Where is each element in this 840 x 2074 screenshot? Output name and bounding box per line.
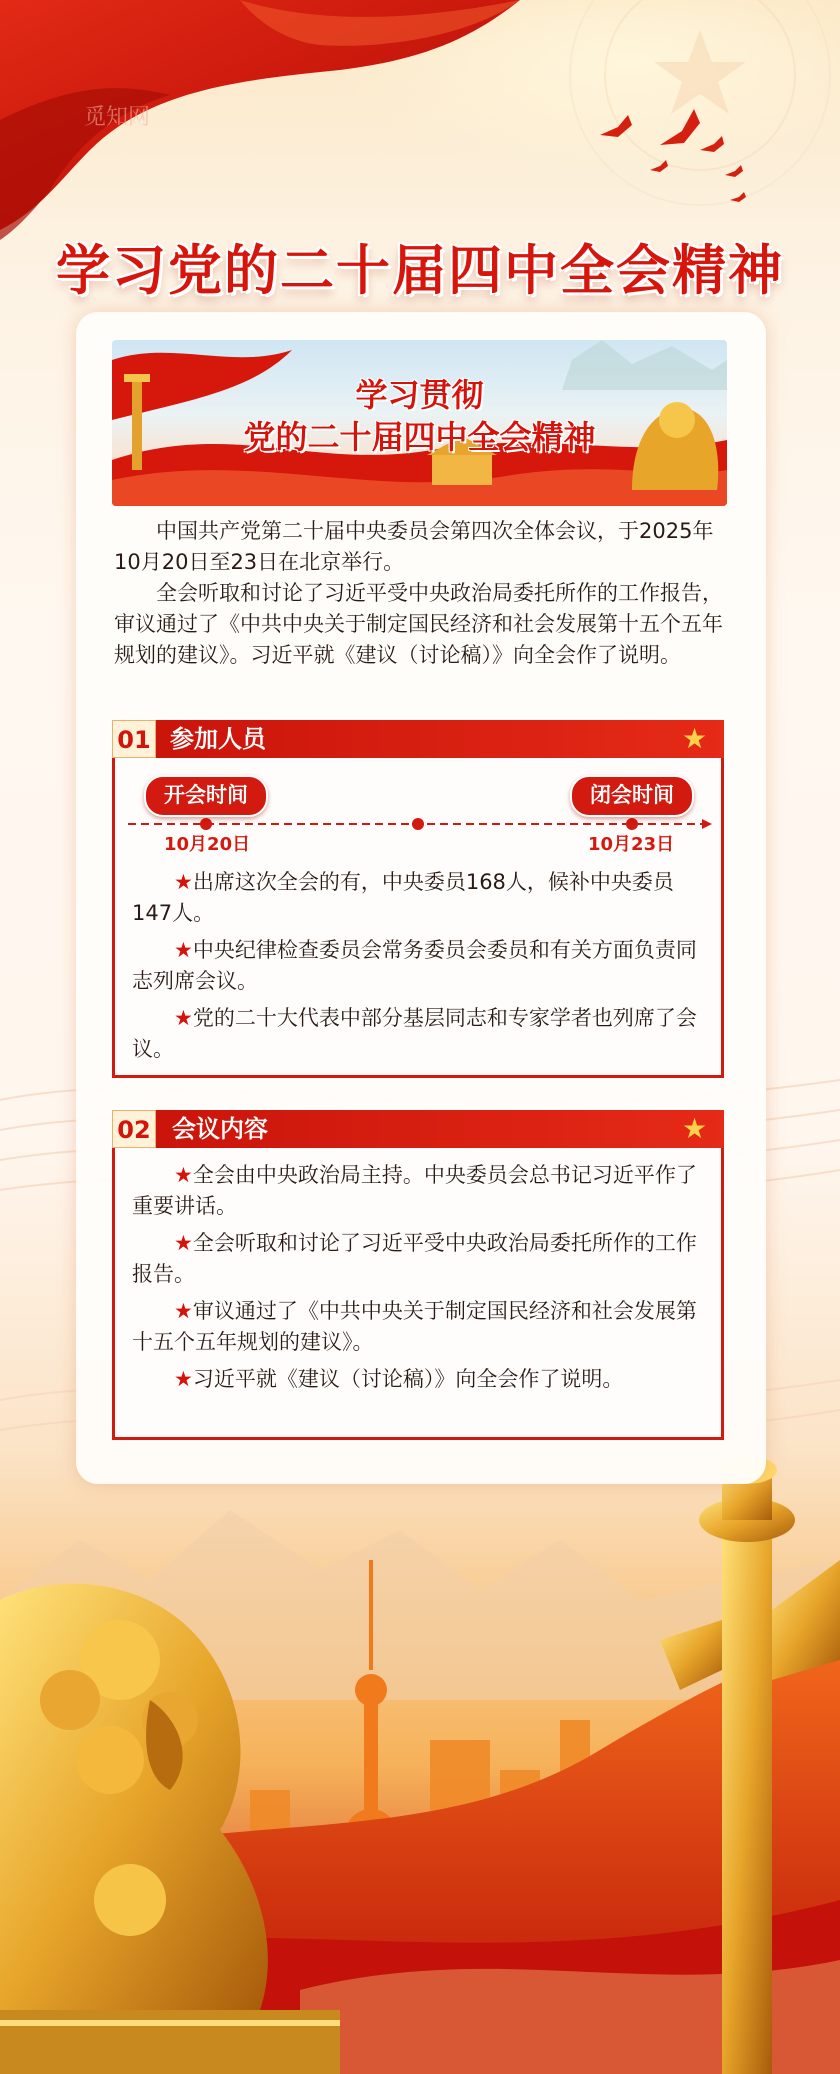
banner-title-line2: 党的二十届四中全会精神	[243, 418, 596, 456]
list-item: ★审议通过了《中共中央关于制定国民经济和社会发展第十五个五年规划的建议》。	[132, 1299, 697, 1354]
meeting-content-list	[132, 1160, 706, 1401]
section-number: 01	[112, 720, 156, 758]
red-star-icon: ★	[174, 1006, 193, 1030]
watermark: 觅知网	[84, 105, 151, 130]
intro-text	[114, 516, 726, 671]
intro-paragraph: 全会听取和讨论了习近平受中央政治局委托所作的工作报告，审议通过了《中共中央关于制定国民经济和社会发展第十五个五年规划的建议》。习近平就《建议（讨论稿）》向全会作了说明。	[114, 581, 723, 667]
list-item: ★中央纪律检查委员会常务委员会委员和有关方面负责同志列席会议。	[132, 938, 697, 993]
red-star-icon: ★	[174, 1367, 193, 1391]
red-star-icon: ★	[174, 870, 193, 894]
section-number: 02	[112, 1110, 156, 1148]
close-time-badge: 闭会时间	[570, 775, 694, 817]
section-title: 会议内容	[172, 1115, 268, 1143]
list-item: ★全会由中央政治局主持。中央委员会总书记习近平作了重要讲话。	[132, 1163, 697, 1218]
star-icon: ★	[682, 1112, 708, 1145]
list-item: ★习近平就《建议（讨论稿）》向全会作了说明。	[174, 1367, 624, 1391]
banner-title-line1: 学习贯彻	[355, 376, 484, 414]
red-star-icon: ★	[174, 1299, 193, 1323]
participants-list	[132, 867, 706, 1071]
page-title: 学习党的二十届四中全会精神	[56, 239, 784, 302]
red-star-icon: ★	[174, 938, 193, 962]
open-time-badge: 开会时间	[144, 775, 268, 817]
section-title: 参加人员	[170, 725, 266, 753]
red-star-icon: ★	[174, 1231, 193, 1255]
close-date: 10月23日	[588, 834, 675, 855]
list-item: ★出席这次全会的有，中央委员168人，候补中央委员147人。	[132, 870, 674, 925]
intro-paragraph: 中国共产党第二十届中央委员会第四次全体会议，于2025年10月20日至23日在北京举行。	[114, 519, 714, 574]
red-star-icon: ★	[174, 1163, 193, 1187]
list-item: ★党的二十大代表中部分基层同志和专家学者也列席了会议。	[132, 1006, 697, 1061]
star-icon: ★	[682, 722, 708, 755]
open-date: 10月20日	[164, 834, 251, 855]
list-item: ★全会听取和讨论了习近平受中央政治局委托所作的工作报告。	[132, 1231, 697, 1286]
banner-image	[112, 340, 727, 506]
